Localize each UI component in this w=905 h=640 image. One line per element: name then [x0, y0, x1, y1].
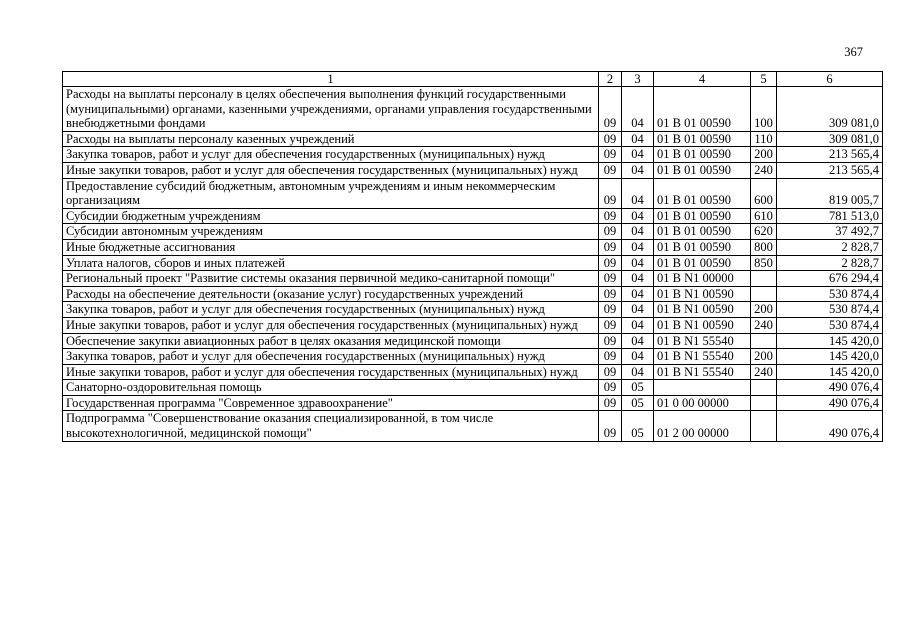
table-row — [63, 411, 883, 441]
table-row — [63, 239, 883, 255]
cell-subsection: 04 — [622, 147, 654, 163]
cell-subsection: 04 — [622, 131, 654, 147]
cell-target-item: 01 В 01 00590 — [654, 178, 751, 208]
table-row — [63, 333, 883, 349]
cell-section: 09 — [599, 87, 622, 132]
cell-subsection: 04 — [622, 333, 654, 349]
table-row — [63, 364, 883, 380]
cell-target-item: 01 В 01 00590 — [654, 131, 751, 147]
cell-amount: 676 294,4 — [777, 271, 883, 287]
table-row — [63, 302, 883, 318]
cell-name: Государственная программа "Современное здравоохранение" — [63, 395, 599, 411]
cell-expense-type: 600 — [751, 178, 777, 208]
cell-name: Иные закупки товаров, работ и услуг для обеспечения государственных (муниципальных) нужд — [63, 317, 599, 333]
cell-section: 09 — [599, 302, 622, 318]
cell-name: Закупка товаров, работ и услуг для обеспечения государственных (муниципальных) нужд — [63, 147, 599, 163]
cell-target-item: 01 В N1 55540 — [654, 364, 751, 380]
cell-name: Предоставление субсидий бюджетным, автономным учреждениям и иным некоммерческим организациям — [63, 178, 599, 208]
cell-target-item: 01 В 01 00590 — [654, 162, 751, 178]
cell-name: Уплата налогов, сборов и иных платежей — [63, 255, 599, 271]
cell-target-item: 01 2 00 00000 — [654, 411, 751, 441]
cell-amount: 145 420,0 — [777, 364, 883, 380]
cell-section: 09 — [599, 271, 622, 287]
cell-expense-type: 240 — [751, 162, 777, 178]
cell-target-item: 01 В N1 00590 — [654, 302, 751, 318]
table-row — [63, 178, 883, 208]
page-number: 367 — [844, 45, 863, 59]
column-header-name: 1 — [63, 72, 599, 87]
table-row — [63, 224, 883, 240]
cell-name: Расходы на обеспечение деятельности (оказание услуг) государственных учреждений — [63, 286, 599, 302]
cell-amount: 490 076,4 — [777, 380, 883, 396]
cell-target-item: 01 В 01 00590 — [654, 147, 751, 163]
cell-subsection: 04 — [622, 364, 654, 380]
table-row — [63, 208, 883, 224]
cell-expense-type: 200 — [751, 147, 777, 163]
cell-subsection: 05 — [622, 380, 654, 396]
cell-target-item: 01 0 00 00000 — [654, 395, 751, 411]
cell-name: Иные закупки товаров, работ и услуг для обеспечения государственных (муниципальных) нужд — [63, 162, 599, 178]
cell-amount: 213 565,4 — [777, 147, 883, 163]
cell-target-item: 01 В 01 00590 — [654, 224, 751, 240]
cell-amount: 490 076,4 — [777, 395, 883, 411]
cell-section: 09 — [599, 178, 622, 208]
cell-section: 09 — [599, 411, 622, 441]
cell-expense-type — [751, 411, 777, 441]
cell-expense-type: 200 — [751, 349, 777, 365]
cell-section: 09 — [599, 208, 622, 224]
cell-target-item: 01 В 01 00590 — [654, 255, 751, 271]
cell-subsection: 04 — [622, 162, 654, 178]
table-row — [63, 131, 883, 147]
table-row — [63, 255, 883, 271]
cell-target-item: 01 В 01 00590 — [654, 239, 751, 255]
cell-section: 09 — [599, 286, 622, 302]
cell-amount: 309 081,0 — [777, 131, 883, 147]
cell-expense-type — [751, 271, 777, 287]
cell-expense-type: 100 — [751, 87, 777, 132]
header-row — [63, 72, 883, 87]
cell-name: Обеспечение закупки авиационных работ в целях оказания медицинской помощи — [63, 333, 599, 349]
cell-section: 09 — [599, 162, 622, 178]
column-header-target-item: 4 — [654, 72, 751, 87]
table-body — [63, 87, 883, 442]
cell-target-item — [654, 380, 751, 396]
table-row — [63, 286, 883, 302]
cell-subsection: 04 — [622, 271, 654, 287]
table-row — [63, 317, 883, 333]
cell-expense-type: 610 — [751, 208, 777, 224]
cell-name: Закупка товаров, работ и услуг для обеспечения государственных (муниципальных) нужд — [63, 302, 599, 318]
cell-amount: 530 874,4 — [777, 317, 883, 333]
cell-expense-type: 200 — [751, 302, 777, 318]
table-row — [63, 87, 883, 132]
cell-expense-type: 850 — [751, 255, 777, 271]
cell-amount: 309 081,0 — [777, 87, 883, 132]
cell-target-item: 01 В 01 00590 — [654, 208, 751, 224]
cell-section: 09 — [599, 131, 622, 147]
table-row — [63, 147, 883, 163]
column-header-section: 2 — [599, 72, 622, 87]
cell-subsection: 04 — [622, 286, 654, 302]
cell-section: 09 — [599, 239, 622, 255]
table-row — [63, 395, 883, 411]
cell-target-item: 01 В N1 55540 — [654, 349, 751, 365]
cell-subsection: 05 — [622, 411, 654, 441]
cell-name: Субсидии автономным учреждениям — [63, 224, 599, 240]
cell-expense-type — [751, 333, 777, 349]
cell-section: 09 — [599, 395, 622, 411]
budget-table — [62, 71, 883, 442]
cell-expense-type — [751, 380, 777, 396]
cell-subsection: 04 — [622, 224, 654, 240]
cell-target-item: 01 В N1 55540 — [654, 333, 751, 349]
cell-subsection: 04 — [622, 87, 654, 132]
column-header-amount: 6 — [777, 72, 883, 87]
cell-amount: 145 420,0 — [777, 349, 883, 365]
cell-name: Расходы на выплаты персоналу в целях обеспечения выполнения функций государственными (муниципальными) органами, казенными учреждениями, органами управления государственными внебюджетными фондами — [63, 87, 599, 132]
cell-expense-type: 800 — [751, 239, 777, 255]
cell-expense-type — [751, 395, 777, 411]
cell-name: Подпрограмма "Совершенствование оказания специализированной, в том числе высокотехнологичной, медицинской помощи" — [63, 411, 599, 441]
cell-amount: 2 828,7 — [777, 255, 883, 271]
table-row — [63, 271, 883, 287]
cell-amount: 2 828,7 — [777, 239, 883, 255]
cell-amount: 819 005,7 — [777, 178, 883, 208]
cell-amount: 490 076,4 — [777, 411, 883, 441]
cell-amount: 530 874,4 — [777, 286, 883, 302]
cell-expense-type: 240 — [751, 317, 777, 333]
cell-section: 09 — [599, 364, 622, 380]
cell-name: Закупка товаров, работ и услуг для обеспечения государственных (муниципальных) нужд — [63, 349, 599, 365]
cell-subsection: 04 — [622, 317, 654, 333]
cell-amount: 781 513,0 — [777, 208, 883, 224]
table-header — [63, 72, 883, 87]
cell-target-item: 01 В N1 00590 — [654, 317, 751, 333]
cell-amount: 213 565,4 — [777, 162, 883, 178]
cell-name: Расходы на выплаты персоналу казенных учреждений — [63, 131, 599, 147]
cell-name: Иные закупки товаров, работ и услуг для обеспечения государственных (муниципальных) нужд — [63, 364, 599, 380]
cell-expense-type — [751, 286, 777, 302]
cell-subsection: 05 — [622, 395, 654, 411]
cell-subsection: 04 — [622, 255, 654, 271]
table-row — [63, 349, 883, 365]
cell-name: Региональный проект "Развитие системы оказания первичной медико-санитарной помощи" — [63, 271, 599, 287]
cell-expense-type: 110 — [751, 131, 777, 147]
cell-section: 09 — [599, 147, 622, 163]
cell-amount: 145 420,0 — [777, 333, 883, 349]
cell-section: 09 — [599, 317, 622, 333]
cell-section: 09 — [599, 349, 622, 365]
cell-subsection: 04 — [622, 349, 654, 365]
cell-target-item: 01 В N1 00000 — [654, 271, 751, 287]
table-row — [63, 162, 883, 178]
cell-section: 09 — [599, 224, 622, 240]
cell-name: Иные бюджетные ассигнования — [63, 239, 599, 255]
cell-target-item: 01 В N1 00590 — [654, 286, 751, 302]
cell-name: Санаторно-оздоровительная помощь — [63, 380, 599, 396]
cell-amount: 530 874,4 — [777, 302, 883, 318]
cell-section: 09 — [599, 380, 622, 396]
cell-subsection: 04 — [622, 208, 654, 224]
cell-section: 09 — [599, 255, 622, 271]
column-header-subsection: 3 — [622, 72, 654, 87]
cell-target-item: 01 В 01 00590 — [654, 87, 751, 132]
cell-subsection: 04 — [622, 178, 654, 208]
cell-amount: 37 492,7 — [777, 224, 883, 240]
cell-expense-type: 240 — [751, 364, 777, 380]
cell-subsection: 04 — [622, 239, 654, 255]
column-header-expense-type: 5 — [751, 72, 777, 87]
cell-subsection: 04 — [622, 302, 654, 318]
cell-expense-type: 620 — [751, 224, 777, 240]
table-row — [63, 380, 883, 396]
cell-name: Субсидии бюджетным учреждениям — [63, 208, 599, 224]
cell-section: 09 — [599, 333, 622, 349]
